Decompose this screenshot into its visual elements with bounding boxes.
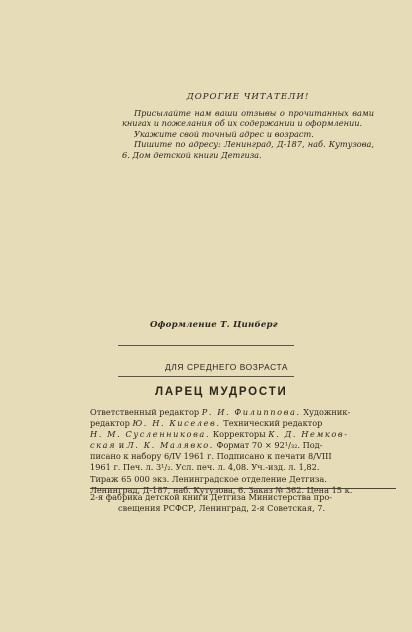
tech-editor-name: Н. М. Сусленникова.	[90, 429, 211, 440]
readers-note	[122, 92, 374, 161]
imprint-text: редактор	[90, 418, 133, 429]
imprint-line: 1961 г. Печ. л. 3¹/₂. Усл. печ. л. 4,08. Уч.-изд. л. 1,82.	[90, 462, 320, 473]
divider	[118, 376, 294, 377]
printing-house-info	[90, 488, 396, 514]
imprint-line: Ленинград, Д-187, наб. Кутузова, 6. Заказ № 362. Цена 15 к.	[90, 484, 353, 495]
imprint-line	[90, 429, 396, 440]
imprint-text: Формат 70 × 92¹/₃₂. Под-	[213, 440, 323, 451]
readers-note-paragraph: Укажите свой точный адрес и возраст.	[134, 128, 314, 139]
printing-house-line: свещения РСФСР, Ленинград, 2-я Советская, 7.	[118, 503, 326, 513]
imprint-text: Технический редактор	[220, 418, 323, 429]
imprint-line	[90, 440, 396, 451]
art-editor-name: Ю. Н. Киселев.	[132, 418, 221, 429]
age-group-label: ДЛЯ СРЕДНЕГО ВОЗРАСТА	[165, 362, 289, 372]
imprint-line	[90, 407, 396, 418]
design-credit: Оформление Т. Цинберг	[150, 320, 278, 330]
imprint-line: Тираж 65 000 экз. Ленинградское отделение Детгиза.	[90, 473, 327, 484]
imprint-line: писано к набору 6/IV 1961 г. Подписано к печати 8/VIII	[90, 451, 332, 462]
editor-name: Р. И. Филиппова.	[201, 407, 301, 417]
printing-house-line: 2-я фабрика детской книги Детгиза Министерства про-	[90, 492, 333, 502]
proofreader-name: Л. К. Малявко.	[126, 440, 214, 451]
imprint-text: и	[116, 440, 127, 451]
divider	[118, 345, 294, 346]
readers-note-address: Пишите по адресу: Ленинград, Д-187, наб. Кутузова, 6. Дом детской книги Детгиза.	[122, 139, 374, 160]
imprint-text: Художник-	[300, 407, 351, 417]
imprint-text: Корректоры	[210, 429, 269, 440]
book-title: ЛАРЕЦ МУДРОСТИ	[155, 386, 288, 398]
proofreader-name: К. Д. Немков-	[268, 429, 349, 440]
readers-note-paragraph: Присылайте нам ваши отзывы о прочитанных вами книгах и пожелания об их содержании и оформлении.	[122, 107, 374, 129]
imprint-line	[90, 418, 396, 429]
proofreader-name: ская	[90, 440, 117, 451]
readers-note-title: ДОРОГИЕ ЧИТАТЕЛИ!	[186, 92, 310, 102]
imprint-block	[90, 407, 396, 496]
imprint-text: Ответственный редактор	[90, 407, 202, 417]
